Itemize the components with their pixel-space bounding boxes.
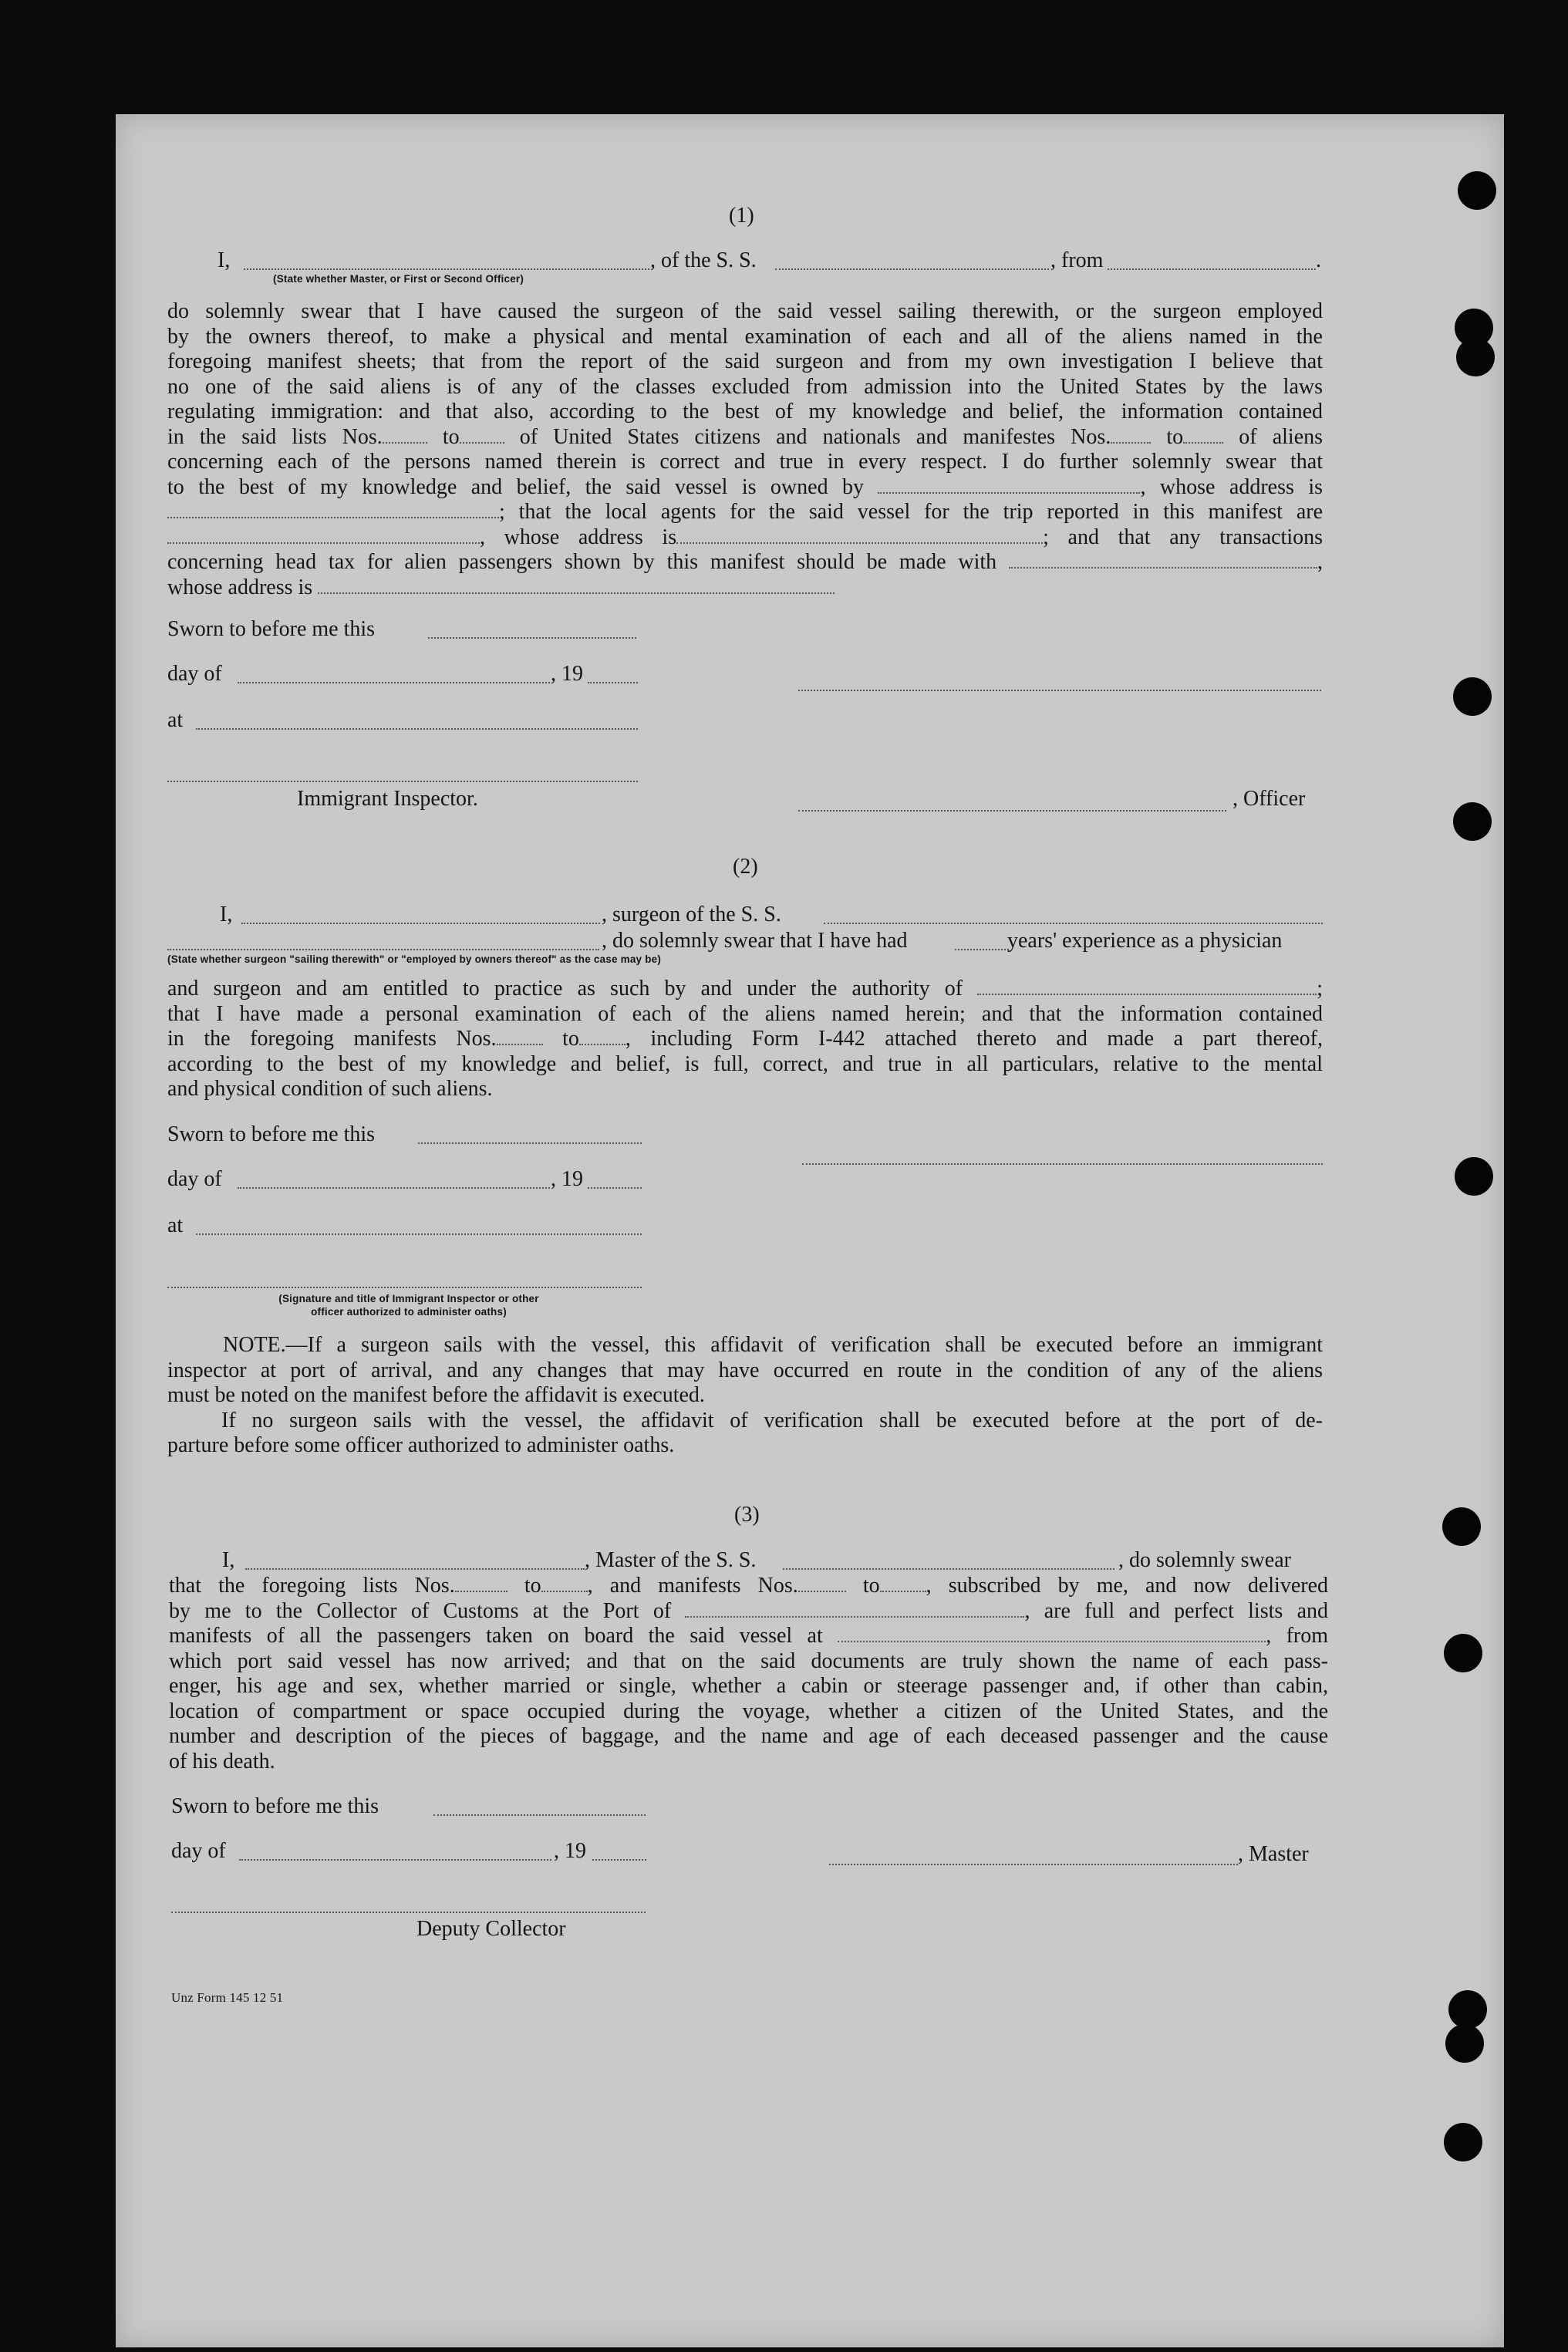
text: ; and that any transactions: [1043, 525, 1324, 549]
text-line: enger, his age and sex, whether married or single, whether a cabin or steerage passenger and, if other than cabin,: [169, 1674, 1328, 1698]
year-field[interactable]: [592, 1859, 646, 1861]
sworn-day-field[interactable]: [418, 1142, 642, 1144]
binder-hole: [1444, 1634, 1482, 1672]
deputy-label: Deputy Collector: [416, 1917, 566, 1941]
text: whose address is: [167, 575, 313, 599]
day-of-label: day of: [167, 662, 222, 686]
note-paragraph: [167, 1333, 1323, 1459]
at-label: at: [167, 708, 184, 732]
manifest-from-field[interactable]: [1111, 427, 1151, 444]
label: I,: [217, 248, 231, 272]
section-number: (3): [734, 1503, 760, 1527]
text-line: regulating immigration: and that also, according to the best of my knowledge and belief, the information contained: [167, 400, 1323, 423]
agents-address-field[interactable]: [676, 527, 1043, 544]
section3-paragraph: [169, 1574, 1328, 1774]
section2-paragraph: [167, 977, 1323, 1102]
surgeon-status-field[interactable]: [167, 949, 599, 950]
sworn-day-field[interactable]: [433, 1814, 646, 1816]
manifest-to-field[interactable]: [579, 1028, 626, 1045]
authority-line: [167, 977, 1323, 1002]
officer-signature-field[interactable]: [167, 1287, 642, 1288]
note-line: parture before some officer authorized to administer oaths.: [167, 1433, 675, 1457]
text-line: concerning each of the persons named therein is correct and true in every respect. I do further solemnly swear that: [167, 450, 1323, 474]
place-field[interactable]: [196, 728, 638, 730]
from-port-field[interactable]: [1108, 268, 1316, 270]
manifest-from-field[interactable]: [497, 1028, 543, 1045]
text-line: which port said vessel has now arrived; and that on the said documents are truly shown the name of each pass-: [169, 1648, 1328, 1673]
binder-hole: [1448, 1990, 1487, 2029]
month-field[interactable]: [238, 682, 550, 683]
text: of aliens: [1239, 424, 1324, 449]
sworn-label: Sworn to before me this: [167, 1122, 376, 1146]
master-vessel-field[interactable]: [783, 1568, 1114, 1570]
text: to: [562, 1027, 579, 1051]
form-number: Unz Form 145 12 51: [171, 1990, 284, 2005]
officer-title-field[interactable]: [798, 810, 1226, 812]
agents-address-line: [167, 525, 1323, 551]
surgeon-note: (State whether surgeon "sailing therewith" or "employed by owners thereof" as the case may be): [167, 953, 662, 965]
officer-name-field[interactable]: [244, 268, 649, 270]
binder-hole: [1455, 1157, 1493, 1196]
text-line: by the owners thereof, to make a physical and mental examination of each and all of the aliens named in the: [167, 324, 1323, 349]
text: ,: [1317, 550, 1324, 574]
label: I,: [222, 1548, 235, 1572]
note-line: inspector at port of arrival, and any changes that may have occurred en route in the condition of any of the aliens: [167, 1358, 1323, 1382]
surgeon-vessel-field[interactable]: [824, 923, 1323, 924]
port-line: [169, 1599, 1328, 1625]
text: and surgeon and am entitled to practice as such by and under the authority of: [167, 977, 963, 1001]
binder-hole: [1445, 2024, 1484, 2063]
year-label: , 19: [551, 1167, 583, 1191]
agents-field[interactable]: [167, 527, 480, 544]
text: , whose address is: [480, 525, 677, 549]
month-field[interactable]: [239, 1859, 551, 1861]
binder-hole: [1444, 2123, 1482, 2161]
text: , from: [1266, 1624, 1329, 1648]
binder-hole: [1453, 677, 1492, 716]
text: in the foregoing manifests Nos.: [167, 1027, 497, 1051]
text: ; that the local agents for the said vessel for the trip reported in this manifest are: [499, 500, 1323, 524]
manifest-to-field[interactable]: [880, 1575, 926, 1592]
text: to: [442, 424, 460, 449]
year-field[interactable]: [588, 682, 638, 683]
section1-paragraph: [167, 299, 1323, 600]
label: , from: [1050, 248, 1104, 272]
text-line: foregoing manifest sheets; that from the report of the said surgeon and from my own investigation I believe that: [167, 349, 1323, 373]
at-label: at: [167, 1213, 184, 1237]
text-line: according to the best of my knowledge and belief, is full, correct, and true in all particulars, relative to the mental: [167, 1051, 1323, 1076]
signature-note: officer authorized to administer oaths): [311, 1306, 507, 1318]
note-line: NOTE.—If a surgeon sails with the vessel, this affidavit of verification shall be executed before an immigrant: [223, 1333, 1323, 1357]
text: to: [1166, 424, 1184, 449]
master-signature-field[interactable]: [829, 1864, 1238, 1865]
text-line: number and description of the pieces of baggage, and the name and age of each deceased passenger and the cause: [169, 1724, 1328, 1748]
text: ;: [1317, 977, 1324, 1001]
officer-note: (State whether Master, or First or Second Officer): [273, 273, 524, 285]
whose-address-line: [167, 575, 1323, 601]
port-field[interactable]: [685, 1601, 1024, 1618]
binder-hole: [1458, 171, 1496, 210]
text: , including Form I-442 attached thereto and made a part thereof,: [625, 1027, 1323, 1051]
day-of-label: day of: [171, 1839, 226, 1863]
label: , Master of the S. S.: [585, 1548, 757, 1572]
headtax-address-field[interactable]: [318, 577, 835, 594]
label: , of the S. S.: [650, 248, 757, 272]
label: , do solemnly swear: [1118, 1548, 1291, 1572]
note-line: must be noted on the manifest before the affidavit is executed.: [167, 1383, 705, 1407]
authority-field[interactable]: [977, 978, 1317, 995]
list-from-field[interactable]: [455, 1575, 507, 1592]
place-field[interactable]: [196, 1233, 642, 1235]
headtax-field[interactable]: [1009, 552, 1317, 569]
surgeon-signature-field[interactable]: [802, 1163, 1323, 1165]
officer-signature-field[interactable]: [798, 690, 1321, 691]
label: , do solemnly swear that I have had: [602, 929, 908, 953]
manifest-from-field[interactable]: [798, 1575, 846, 1592]
surgeon-name-field[interactable]: [241, 923, 600, 924]
label: , surgeon of the S. S.: [602, 903, 781, 926]
sworn-day-field[interactable]: [428, 637, 636, 639]
year-label: , 19: [551, 662, 583, 686]
master-name-field[interactable]: [245, 1568, 585, 1570]
lists-line: [169, 1574, 1328, 1599]
text-line: location of compartment or space occupied during the voyage, whether a citizen of the United States, and the: [169, 1699, 1328, 1723]
text: that the foregoing lists Nos.: [169, 1574, 455, 1598]
boarding-port-field[interactable]: [838, 1625, 1266, 1642]
year-label: , 19: [554, 1839, 586, 1863]
text-line: that I have made a personal examination of each of the aliens named herein; and that the information contained: [167, 1001, 1323, 1026]
years-field[interactable]: [955, 949, 1009, 950]
text-line: no one of the said aliens is of any of the classes excluded from admission into the United States by the laws: [167, 374, 1323, 399]
text: , are full and perfect lists and: [1024, 1598, 1329, 1623]
list-to-field[interactable]: [460, 427, 504, 444]
year-field[interactable]: [588, 1187, 642, 1189]
text: of United States citizens and nationals and manifestes Nos.: [519, 424, 1111, 449]
binder-hole: [1442, 1507, 1481, 1546]
owner-address-field[interactable]: [167, 501, 499, 518]
text-line: do solemnly swear that I have caused the surgeon of the said vessel sailing therewith, or the surgeon employed: [167, 299, 1323, 323]
boarding-line: [169, 1624, 1328, 1649]
sworn-label: Sworn to before me this: [171, 1794, 379, 1818]
binder-hole: [1456, 338, 1495, 376]
label: I,: [220, 903, 233, 926]
text: , and manifests Nos.: [587, 1574, 798, 1598]
label: years' experience as a physician: [1007, 929, 1283, 953]
day-of-label: day of: [167, 1167, 222, 1191]
inspector-signature-field[interactable]: [167, 781, 638, 782]
note-line: If no surgeon sails with the vessel, the affidavit of verification shall be executed before at the port of de-: [221, 1408, 1323, 1432]
label: .: [1316, 248, 1321, 272]
manifests-line: [167, 1027, 1323, 1052]
month-field[interactable]: [238, 1187, 550, 1189]
section-number: (1): [729, 204, 754, 228]
signature-note: (Signature and title of Immigrant Inspector or other: [278, 1293, 539, 1304]
text: in the said lists Nos.: [167, 424, 383, 449]
text: to: [862, 1574, 880, 1598]
manifest-to-field[interactable]: [1183, 427, 1223, 444]
text-line: of his death.: [169, 1749, 275, 1773]
text: to: [524, 1574, 541, 1598]
section-number: (2): [733, 855, 758, 879]
list-from-field[interactable]: [383, 427, 427, 444]
headtax-line: [167, 550, 1323, 575]
binder-hole: [1453, 802, 1492, 841]
text: concerning head tax for alien passengers shown by this manifest should be made with: [167, 550, 997, 574]
text: , subscribed by me, and now delivered: [926, 1574, 1329, 1598]
text: manifests of all the passengers taken on board the said vessel at: [169, 1624, 823, 1648]
master-label: , Master: [1238, 1842, 1309, 1866]
agents-line: [167, 500, 1323, 525]
deputy-signature-field[interactable]: [171, 1912, 646, 1913]
lists-line: [167, 425, 1323, 450]
owner-field[interactable]: [878, 477, 1140, 494]
inspector-label: Immigrant Inspector.: [297, 787, 478, 811]
text-line: and physical condition of such aliens.: [167, 1077, 493, 1101]
text: by me to the Collector of Customs at the Port of: [169, 1598, 672, 1623]
sworn-label: Sworn to before me this: [167, 617, 376, 641]
text: to the best of my knowledge and belief, the said vessel is owned by: [167, 474, 865, 499]
list-to-field[interactable]: [541, 1575, 588, 1592]
vessel-name-field[interactable]: [775, 268, 1049, 270]
text: , whose address is: [1140, 474, 1324, 499]
owned-line: [167, 475, 1323, 501]
officer-label: , Officer: [1232, 787, 1306, 811]
